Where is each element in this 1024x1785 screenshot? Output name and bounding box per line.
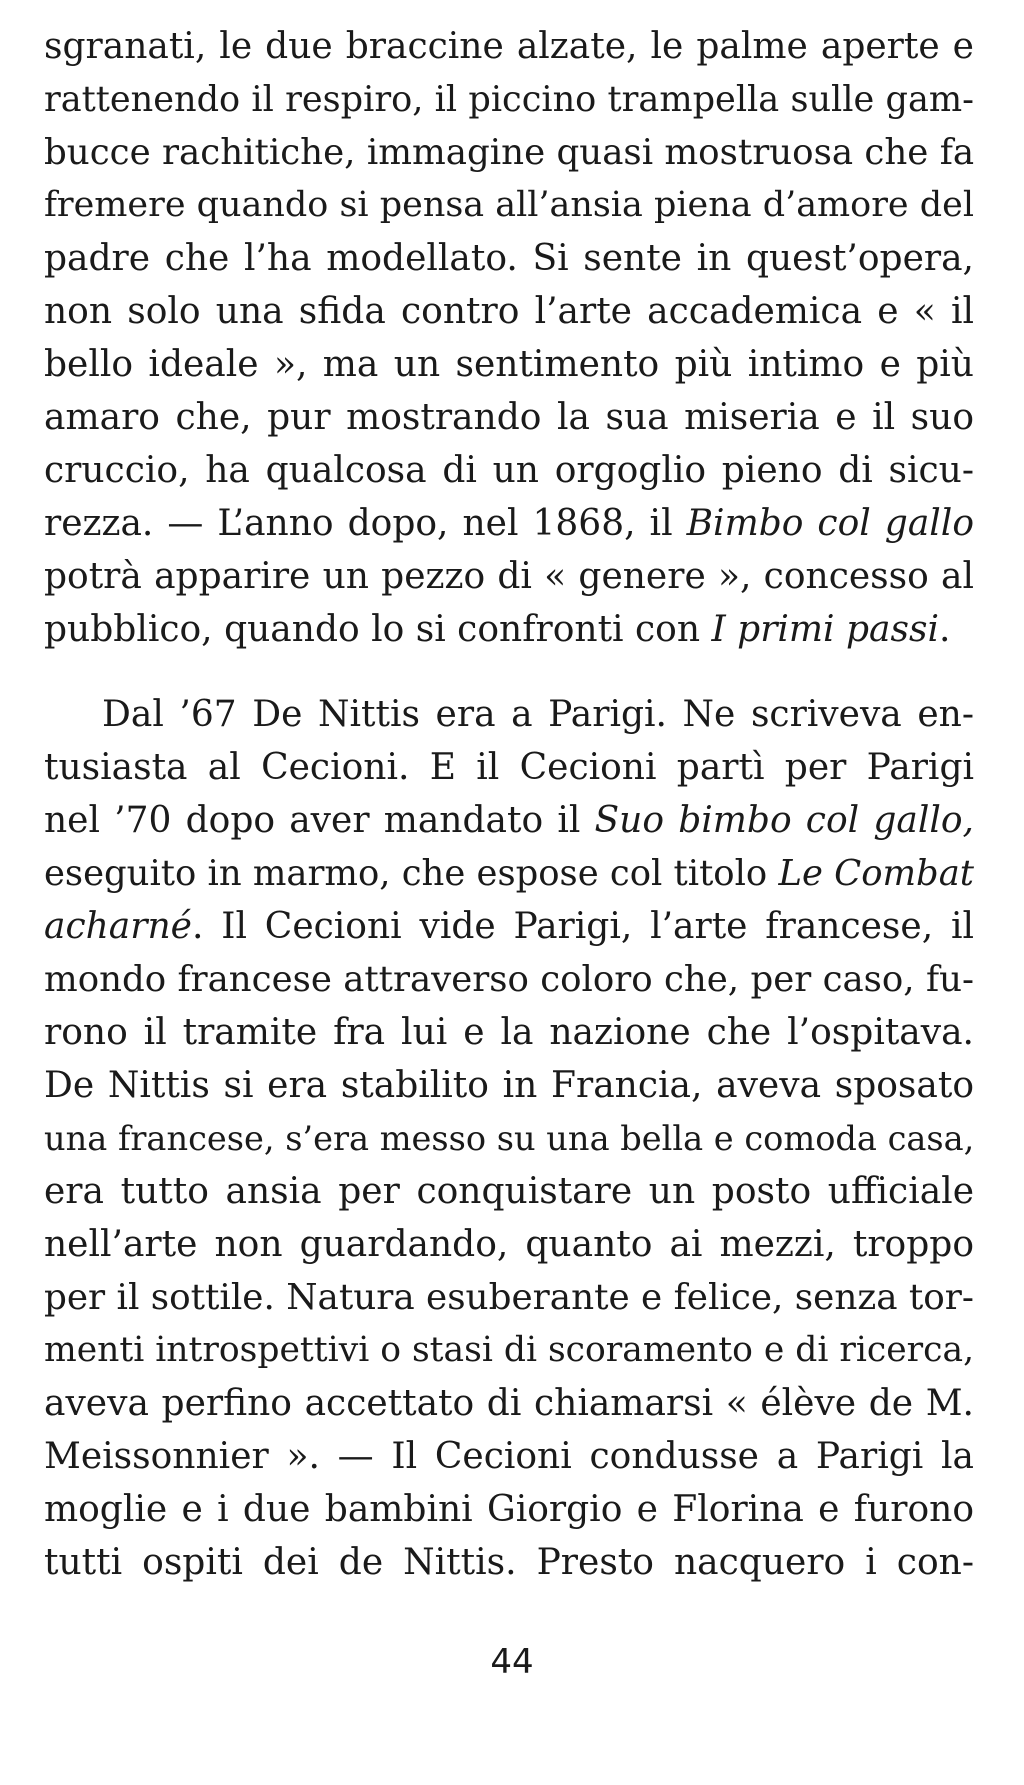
text-line: Meissonnier ». — Il Cecioni condusse a Parigi la bbox=[44, 1436, 974, 1477]
text-line: una francese, s’era messo su una bella e comoda casa, bbox=[44, 1119, 975, 1158]
text-line: rattenendo il respiro, il piccino trampella sulle gam- bbox=[44, 79, 974, 120]
text-line: era tutto ansia per conquistare un posto ufficiale bbox=[44, 1171, 974, 1212]
text-line: pubblico, quando lo si confronti con I primi passi. bbox=[44, 609, 951, 650]
text-line: rezza. — L’anno dopo, nel 1868, il Bimbo col gallo bbox=[44, 503, 974, 544]
text-line: bello ideale », ma un sentimento più intimo e più bbox=[44, 344, 974, 385]
page-number: 44 bbox=[490, 1642, 534, 1682]
text-line: moglie e i due bambini Giorgio e Florina e furono bbox=[44, 1489, 974, 1530]
text-line: per il sottile. Natura esuberante e felice, senza tor- bbox=[44, 1277, 974, 1318]
text-line: sgranati, le due braccine alzate, le palme aperte e bbox=[44, 26, 974, 67]
text-line: nel ’70 dopo aver mandato il Suo bimbo col gallo, bbox=[44, 800, 974, 841]
text-line: tutti ospiti dei de Nittis. Presto nacquero i con- bbox=[44, 1542, 974, 1583]
text-line: nell’arte non guardando, quanto ai mezzi, troppo bbox=[44, 1224, 974, 1265]
paragraph-1 bbox=[44, 20, 974, 656]
text-line: bucce rachitiche, immagine quasi mostruosa che fa bbox=[44, 132, 975, 173]
text-line: aveva perfino accettato di chiamarsi « élève de M. bbox=[44, 1383, 974, 1424]
text-line: eseguito in marmo, che espose col titolo Le Combat bbox=[44, 853, 975, 894]
text-line: menti introspettivi o stasi di scoramento e di ricerca, bbox=[44, 1330, 975, 1370]
text-line: mondo francese attraverso coloro che, per caso, fu- bbox=[44, 959, 974, 1000]
paragraph-2 bbox=[44, 688, 974, 1589]
italic-title: Suo bimbo col gallo, bbox=[594, 800, 974, 841]
text-line: Dal ’67 De Nittis era a Parigi. Ne scriveva en- bbox=[102, 694, 974, 735]
italic-title: I primi passi bbox=[711, 609, 939, 650]
text-line: cruccio, ha qualcosa di un orgoglio pieno di sicu- bbox=[44, 450, 974, 491]
text-line: padre che l’ha modellato. Si sente in quest’opera, bbox=[44, 238, 974, 279]
italic-title: Bimbo col gallo bbox=[686, 503, 974, 544]
text-line: potrà apparire un pezzo di « genere », concesso al bbox=[44, 556, 974, 597]
italic-title: acharné bbox=[44, 906, 192, 947]
text-line: fremere quando si pensa all’ansia piena d’amore del bbox=[44, 185, 974, 225]
text-line: rono il tramite fra lui e la nazione che l’ospitava. bbox=[44, 1012, 974, 1053]
text-line: amaro che, pur mostrando la sua miseria e il suo bbox=[44, 397, 974, 438]
text-line: non solo una sfida contro l’arte accademica e « il bbox=[44, 291, 974, 332]
text-line: De Nittis si era stabilito in Francia, aveva sposato bbox=[44, 1065, 974, 1106]
text-line: tusiasta al Cecioni. E il Cecioni partì per Parigi bbox=[44, 747, 974, 788]
text-line: acharné. Il Cecioni vide Parigi, l’arte francese, il bbox=[44, 906, 974, 947]
italic-title: Le Combat bbox=[778, 853, 975, 894]
